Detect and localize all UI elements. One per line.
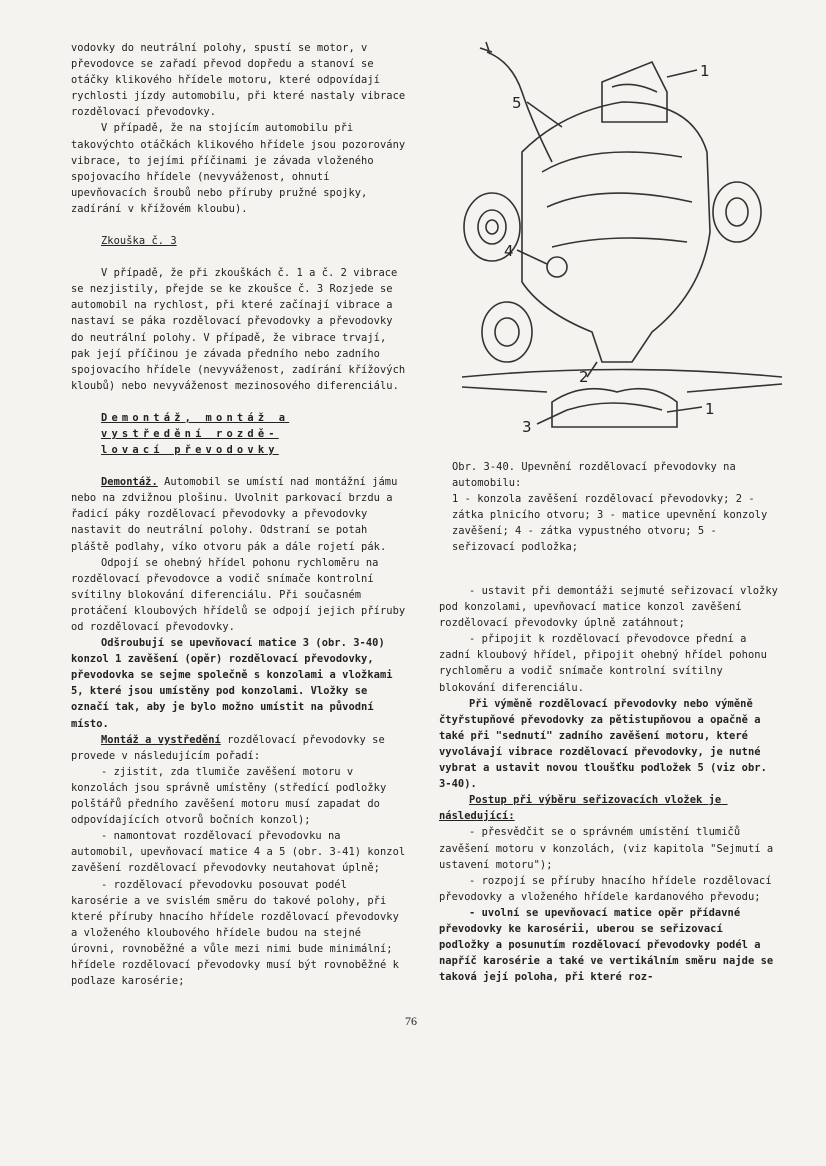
callout-label: 1	[705, 400, 715, 418]
section-heading: Postup při výběru seřizovacích vložek je následující:	[439, 794, 728, 823]
section-heading-line: vystředění rozdě-	[101, 427, 279, 440]
list-item: - namontovat rozdělovací převodovku na automobil, upevňovací matice 4 a 5 (obr. 3-41) konzol zavěšení rozdělovací převodovky neutahovat úplně;	[71, 830, 412, 875]
left-column	[71, 40, 412, 989]
figure-caption	[452, 459, 782, 556]
list-item: - přesvědčit se o správném umístění tlumičů zavěšení motoru v konzolách, (viz kapitola "Sejmutí a ustavení motoru");	[439, 826, 780, 871]
page-number: 76	[405, 1014, 417, 1028]
paragraph: Automobil se umístí nad montážní jámu nebo na zdvižnou plošinu. Uvolnit parkovací brzdu a řadicí páky rozdělovací převodovky a převodovky nastavit do neutrální polohy. Odstraní se potah pláště podlahy, víko otvoru pák a dále rojetí pák.	[71, 476, 404, 553]
right-column	[439, 583, 785, 985]
paragraph: V případě, že při zkouškách č. 1 a č. 2 vibrace se nezjistily, přejde se ke zkoušce č. 3 Rozjede se automobil na rychlost, při které začínají vibrace a nastaví se páka rozdělovací převodovky a převodovky do neutrální polohy. V případě, že vibrace trvají, pak její příčinou je závada předního nebo zadního spojovacího hřídele (nevyváženost, zadírání křížových kloubů) nebo nevyváženost mezinosového diferenciálu.	[71, 267, 412, 392]
list-item: - ustavit při demontáži sejmuté seřizovací vložky pod konzolami, upevňovací matice konzol zavěšení rozdělovací převodovky úplně zatáhnout;	[439, 585, 785, 630]
callout-label: 5	[512, 94, 522, 112]
list-item: - zjistit, zda tlumiče zavěšení motoru v konzolách jsou správně umístěny (středící podložky polštářů předního zavěšení motoru musí zapadat do odpovídajících otvorů bočních konzol);	[71, 765, 393, 827]
section-heading-line: Demontáž, montáž a	[101, 411, 290, 424]
paragraph: Odpojí se ohebný hřídel pohonu rychloměru na rozdělovací převodovce a vodič snímače kontrolní svítilny blokování diferenciálu. Při současném protáčení kloubových hřídelů se odpojí jejich příruby od rozdělovací převodovky.	[71, 556, 412, 633]
list-item: - rozpojí se příruby hnacího hřídele rozdělovací převodovky a vloženého hřídele kardanového převodu;	[439, 874, 778, 903]
paragraph: rozdělovací převodovky se provede v následujícím pořadí:	[71, 733, 392, 762]
section-heading-line: lovací převodovky	[101, 444, 279, 457]
list-item: - rozdělovací převodovku posouvat podél karosérie a ve svislém směru do takové polohy, při které příruby hnacího hřídele rozdělovací převodovky a vloženého kloubového hřídele budou na stejné úrovni, rovnoběžné a vůle mezi nimi bude minimální; hřídele rozdělovací převodovky musí být rovnoběžné k podlaze karosérie;	[71, 878, 406, 988]
callout-label: 4	[504, 242, 514, 260]
paragraph: V případě, že na stojícím automobilu při takovýchto otáčkách klikového hřídele jsou pozorovány vibrace, to jejími příčinami je závada vloženého spojovacího hřídele (nevyváženost, ohnutí upevňovacích šroubů nebo příruby pružné spojky, zadírání v křížovém kloubu).	[71, 122, 412, 215]
section-heading: Zkouška č. 3	[101, 235, 177, 248]
callout-label: 1	[700, 62, 710, 80]
callout-label: 3	[522, 418, 532, 436]
run-in-heading: Montáž a vystředění	[101, 733, 221, 746]
run-in-heading: Demontáž.	[101, 476, 158, 489]
caption-items: 1 - konzola zavěšení rozdělovací převodovky; 2 - zátka plnicího otvoru; 3 - matice upevnění konzoly zavěšení; 4 - zátka vypustného otvoru; 5 - seřizovací podložka;	[452, 493, 774, 554]
transfer-case-figure	[452, 32, 792, 450]
paragraph: Při výměně rozdělovací převodovky nebo výměně čtyřstupňové převodovky za pětistupňovou a opačně a také při "sednutí" zadního zavěšení motoru, které vyvolávají vibrace rozdělovací převodovky, je nutné vybrat a ustavit novou tloušťku podložek 5 (viz obr. 3-40).	[439, 697, 774, 791]
paragraph: Odšroubují se upevňovací matice 3 (obr. 3-40) konzol 1 zavěšení (opěr) rozdělovací převodovky, převodovka se sejme společně s konzolami a vložkami 5, které jsou umístěny pod konzolami. Vložky se označí tak, aby je bylo možno umístit na původní místo.	[71, 637, 399, 730]
list-item: - připojit k rozdělovací převodovce přední a zadní kloubový hřídel, připojit ohebný hřídel pohonu rychloměru a vodič snímače kontrolní svítilny blokování diferenciálu.	[439, 633, 774, 694]
paragraph: vodovky do neutrální polohy, spustí se motor, v převodovce se zařadí převod dopředu a stanoví se otáčky klikového hřídele motoru, které odpovídají rychlosti jízdy automobilu, při které nastaly vibrace rozdělovací převodovky.	[71, 42, 412, 119]
callout-label: 2	[579, 368, 589, 386]
caption-title: Obr. 3-40. Upevnění rozdělovací převodovky na automobilu:	[452, 461, 743, 490]
list-item: - uvolní se upevňovací matice opěr přídavné převodovky ke karosérii, uberou se seřizovací podložky a posunutím rozdělovací převodovky podél a napříč karosérie a také ve vertikálním směru najde se taková její poloha, při které roz-	[439, 906, 780, 984]
